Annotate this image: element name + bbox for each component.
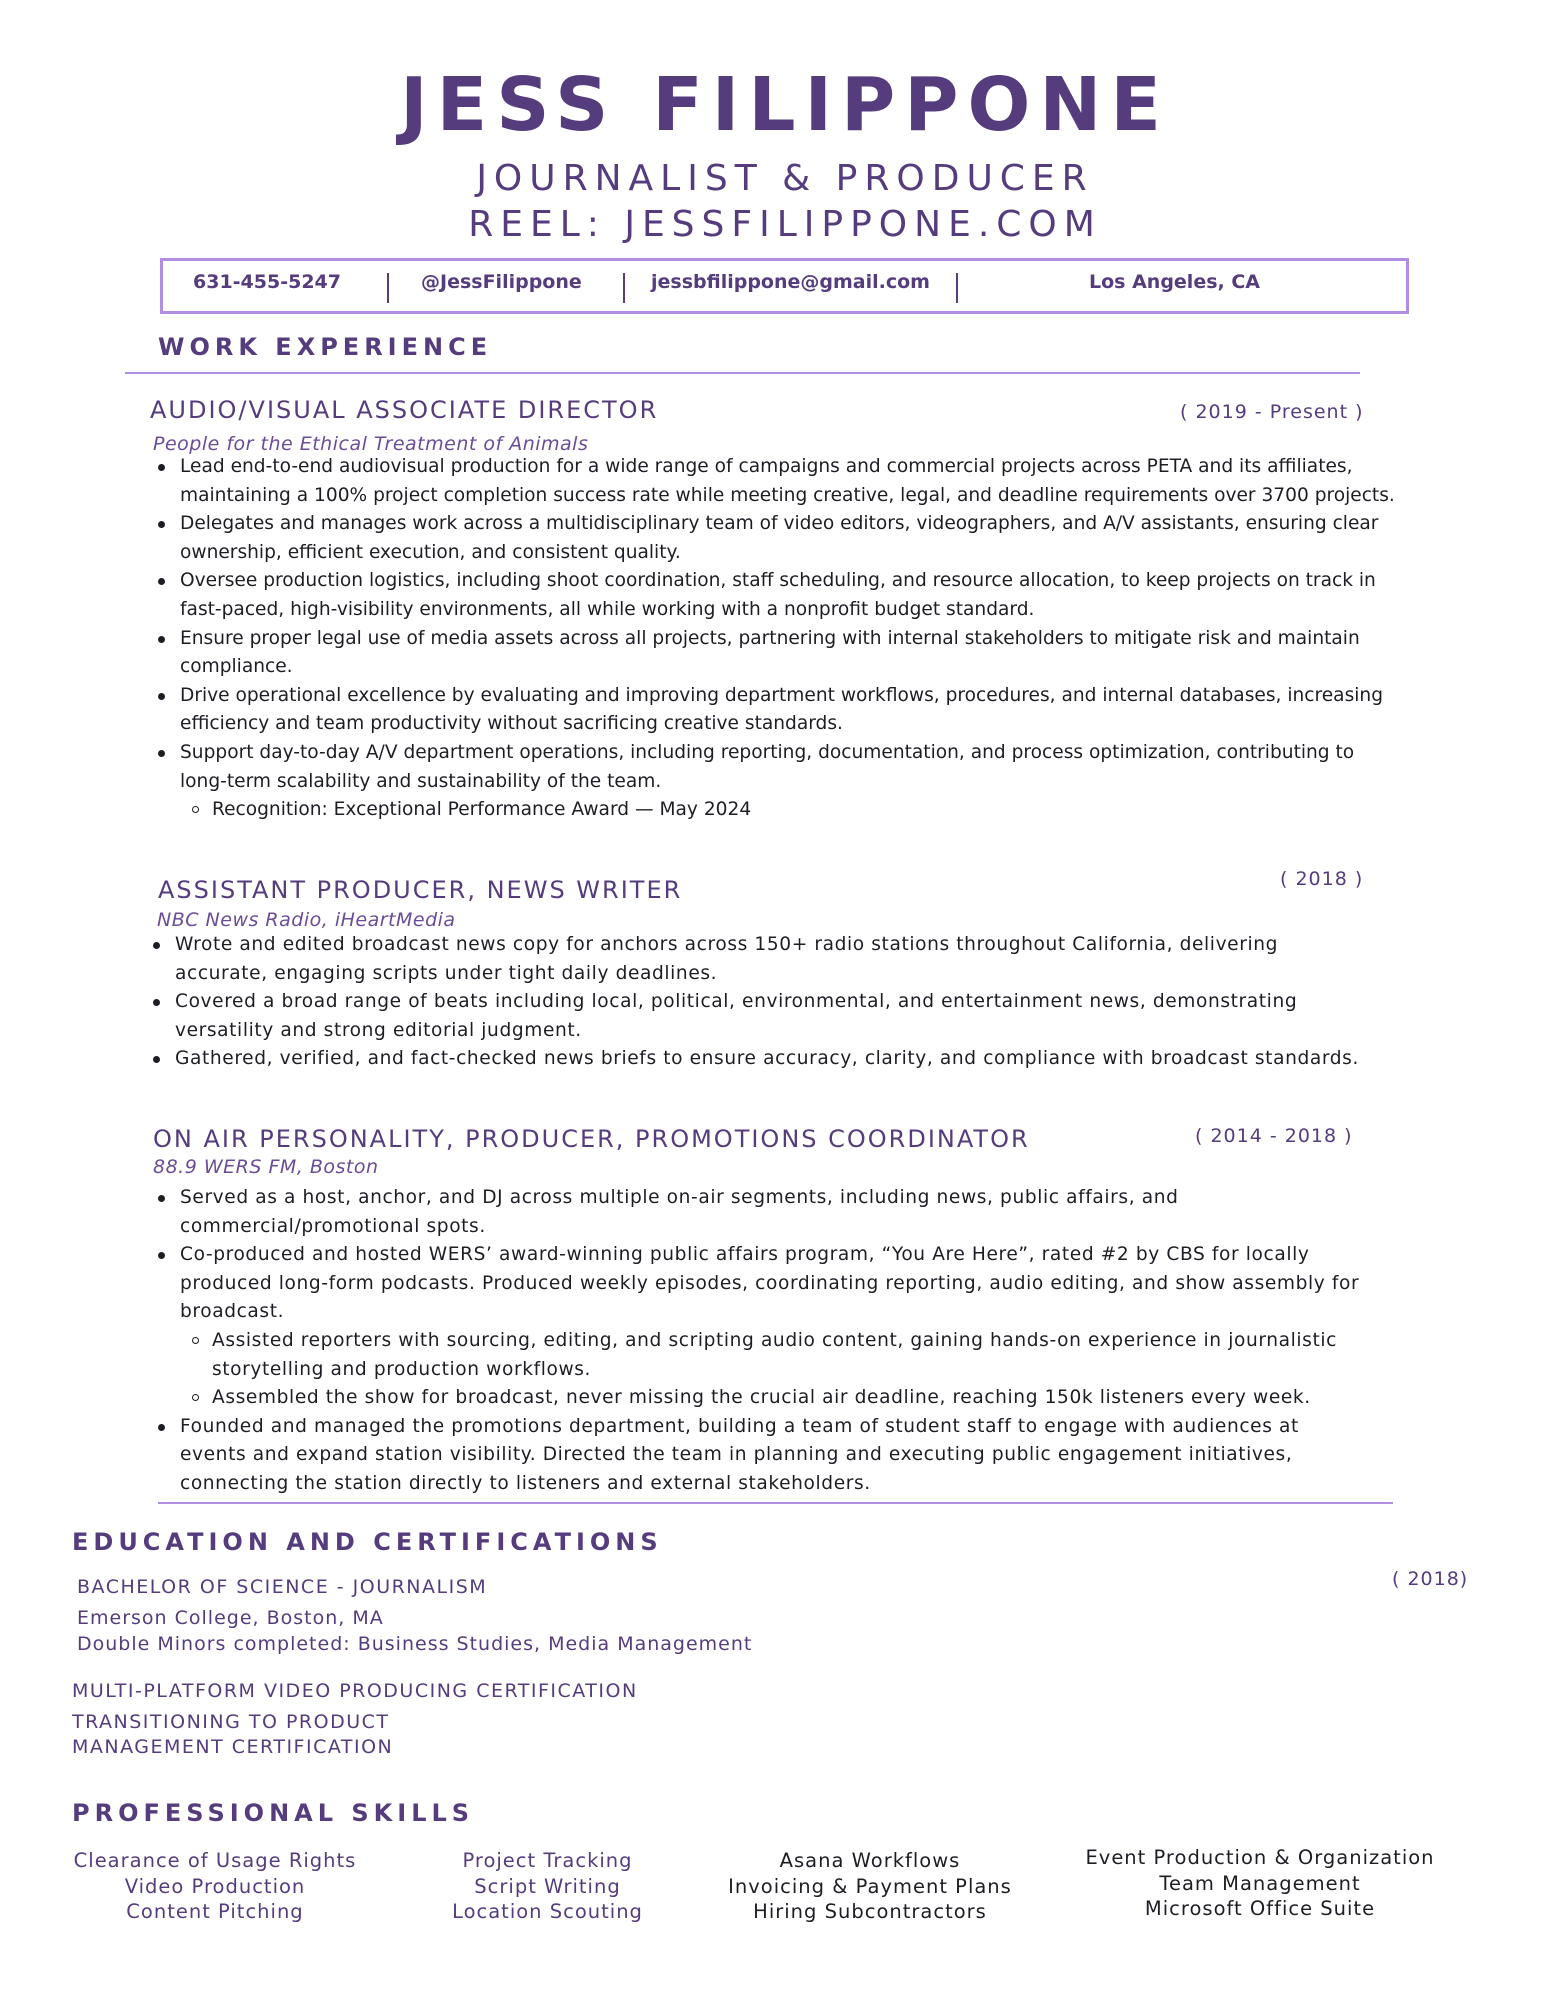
skill-item: Content Pitching bbox=[126, 1900, 304, 1923]
skill-item: Invoicing & Payment Plans bbox=[728, 1874, 1012, 1898]
job-bullet-list bbox=[180, 1184, 1360, 1499]
list-item: Wrote and edited broadcast news copy for anchors across 150+ radio stations throughout California, delivering accurate, engaging scripts under tight daily deadlines. bbox=[175, 931, 1370, 988]
skill-item: Event Production & Organization bbox=[1085, 1846, 1435, 1869]
list-item: Ensure proper legal use of media assets across all projects, partnering with internal stakeholders to mitigate risk and maintain compliance. bbox=[180, 625, 1395, 682]
skills-heading: PROFESSIONAL SKILLS bbox=[72, 1799, 475, 1827]
section-divider bbox=[125, 372, 1360, 374]
certification-title: MANAGEMENT CERTIFICATION bbox=[72, 1736, 394, 1758]
list-item: Covered a broad range of beats including local, political, environmental, and entertainment news, demonstrating versatility and strong editorial judgment. bbox=[175, 988, 1370, 1045]
contact-email[interactable]: jessbfilippone@gmail.com bbox=[651, 271, 930, 293]
list-item: Served as a host, anchor, and DJ across multiple on-air segments, including news, public affairs, and commercial/promotional spots. bbox=[180, 1184, 1360, 1241]
work-experience-heading: WORK EXPERIENCE bbox=[158, 333, 493, 361]
contact-phone[interactable]: 631-455-5247 bbox=[193, 271, 341, 293]
education-heading: EDUCATION AND CERTIFICATIONS bbox=[72, 1528, 663, 1556]
job-headline: JOURNALIST & PRODUCER bbox=[476, 158, 1094, 199]
skill-item: Location Scouting bbox=[452, 1900, 643, 1923]
list-item: Drive operational excellence by evaluating and improving department workflows, procedures, and internal databases, increasing efficiency and team productivity without sacrificing creative standards. bbox=[180, 682, 1395, 739]
minors-text: Double Minors completed: Business Studies, Media Management bbox=[77, 1633, 753, 1655]
school-name: Emerson College, Boston, MA bbox=[77, 1607, 384, 1629]
candidate-name: JESS FILIPPONE bbox=[400, 62, 1170, 148]
skill-item: Asana Workflows bbox=[779, 1849, 961, 1872]
skill-item: Team Management bbox=[1159, 1871, 1361, 1895]
list-item: Support day-to-day A/V department operations, including reporting, documentation, and process optimization, contributing to long-term scalability and sustainability of the team. bbox=[180, 739, 1395, 796]
job-bullet-list bbox=[180, 453, 1395, 825]
contact-location: Los Angeles, CA bbox=[1089, 271, 1260, 293]
job-date: ( 2018 ) bbox=[1280, 868, 1364, 890]
contact-divider bbox=[956, 273, 958, 303]
list-item: Gathered, verified, and fact-checked news briefs to ensure accuracy, clarity, and compliance with broadcast standards. bbox=[175, 1045, 1370, 1074]
contact-divider bbox=[387, 273, 389, 303]
sub-list-item: Assembled the show for broadcast, never missing the crucial air deadline, reaching 150k listeners every week. bbox=[212, 1384, 1360, 1413]
list-item: Oversee production logistics, including shoot coordination, staff scheduling, and resource allocation, to keep projects on track in fast-paced, high-visibility environments, all while working with a nonprofit budget standard. bbox=[180, 567, 1395, 624]
skills-column bbox=[1050, 1845, 1470, 1922]
job-bullet-list bbox=[175, 931, 1370, 1074]
list-item: Founded and managed the promotions department, building a team of student staff to engage with audiences at events and expand station visibility. Directed the team in planning and executing public engagement initiatives, connecting the station directly to listeners and external stakeholders. bbox=[180, 1413, 1360, 1499]
skill-item: Microsoft Office Suite bbox=[1144, 1897, 1376, 1920]
list-item: Lead end-to-end audiovisual production for a wide range of campaigns and commercial projects across PETA and its affiliates, maintaining a 100% project completion success rate while meeting creative, legal, and deadline requirements over 3700 projects. bbox=[180, 453, 1395, 510]
certification-title: TRANSITIONING TO PRODUCT bbox=[72, 1711, 390, 1733]
list-item: Delegates and manages work across a multidisciplinary team of video editors, videographers, and A/V assistants, ensuring clear ownership, efficient execution, and consistent quality. bbox=[180, 510, 1395, 567]
contact-handle[interactable]: @JessFilippone bbox=[421, 271, 582, 293]
skill-item: Script Writing bbox=[474, 1874, 621, 1898]
section-divider bbox=[158, 1502, 1393, 1504]
job-title: ON AIR PERSONALITY, PRODUCER, PROMOTIONS COORDINATOR bbox=[153, 1125, 1030, 1153]
degree-date: ( 2018) bbox=[1392, 1568, 1469, 1590]
job-date: ( 2014 - 2018 ) bbox=[1195, 1125, 1353, 1147]
contact-divider bbox=[623, 273, 625, 303]
skills-column bbox=[50, 1848, 380, 1925]
reel-link[interactable]: REEL: JESSFILIPPONE.COM bbox=[468, 204, 1102, 245]
job-date: ( 2019 - Present ) bbox=[1180, 401, 1364, 423]
job-title: ASSISTANT PRODUCER, NEWS WRITER bbox=[158, 876, 683, 904]
contact-bar bbox=[160, 258, 1409, 314]
sub-list-item: Assisted reporters with sourcing, editing, and scripting audio content, gaining hands-on experience in journalistic storytelling and production workflows. bbox=[212, 1327, 1360, 1384]
list-item: Co-produced and hosted WERS’ award-winning public affairs program, “You Are Here”, rated #2 by CBS for locally produced long-form podcasts. Produced weekly episodes, coordinating reporting, audio editing, and show assembly for broadcast. bbox=[180, 1241, 1360, 1327]
sub-list-item: Recognition: Exceptional Performance Award — May 2024 bbox=[212, 796, 1395, 825]
skills-column bbox=[715, 1848, 1025, 1925]
skills-column bbox=[395, 1848, 700, 1925]
job-organization: NBC News Radio, iHeartMedia bbox=[157, 909, 456, 931]
job-title: AUDIO/VISUAL ASSOCIATE DIRECTOR bbox=[150, 396, 659, 424]
skill-item: Video Production bbox=[124, 1874, 306, 1898]
job-organization: 88.9 WERS FM, Boston bbox=[153, 1156, 379, 1178]
skill-item: Project Tracking bbox=[462, 1849, 633, 1872]
degree-title: BACHELOR OF SCIENCE - JOURNALISM bbox=[77, 1576, 488, 1598]
job-organization: People for the Ethical Treatment of Animals bbox=[153, 433, 589, 455]
skill-item: Clearance of Usage Rights bbox=[73, 1849, 357, 1872]
skill-item: Hiring Subcontractors bbox=[753, 1900, 987, 1923]
certification-title: MULTI-PLATFORM VIDEO PRODUCING CERTIFICATION bbox=[72, 1680, 638, 1702]
